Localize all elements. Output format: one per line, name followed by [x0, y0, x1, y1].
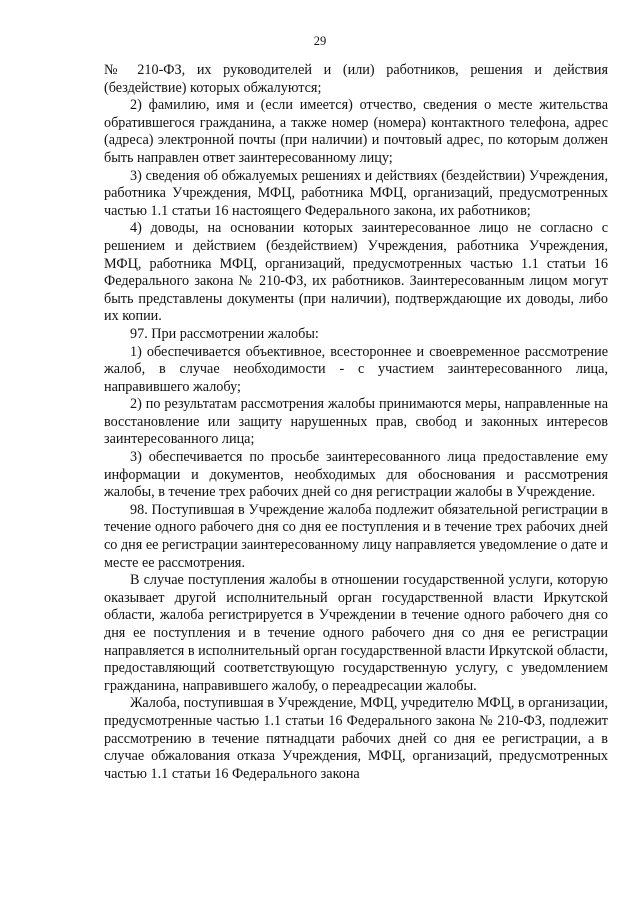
paragraph-97-item-3: 3) обеспечивается по просьбе заинтересованного лица предоставление ему информации и документов, необходимых для обоснования и рассмотрения жалобы, в течение трех рабочих дней со дня регистрации жалобы в Учреждение.: [104, 449, 608, 501]
paragraph-97-item-1: 1) обеспечивается объективное, всестороннее и своевременное рассмотрение жалоб, в случае необходимости - с участием заинтересованного лица, направившего жалобу;: [104, 343, 608, 395]
paragraph-section-98: 98. Поступившая в Учреждение жалоба подлежит обязательной регистрации в течение одного рабочего дня со дня ее поступления и в течение трех рабочих дней со дня ее регистрации заинтересованному лицу направляется уведомление о дате и месте ее рассмотрения.: [104, 501, 608, 571]
paragraph-item-2: 2) фамилию, имя и (если имеется) отчество, сведения о месте жительства обратившегося гражданина, а также номер (номера) контактного телефона, адрес (адреса) электронной почты (при наличии) и почтовый адрес, по которым должен быть направлен ответ заинтересованному лицу;: [104, 97, 608, 166]
page-number: 29: [313, 34, 327, 48]
document-body: [104, 62, 608, 783]
paragraph-review-term: Жалоба, поступившая в Учреждение, МФЦ, учредителю МФЦ, в организации, предусмотренные частью 1.1 статьи 16 Федерального закона № 210-ФЗ, подлежит рассмотрению в течение пятнадцати рабочих дней со дня ее регистрации, а в случае обжалования отказа Учреждения, МФЦ, организаций, предусмотренных частью 1.1 статьи 16 Федерального закона: [104, 695, 608, 782]
paragraph-item-4: 4) доводы, на основании которых заинтересованное лицо не согласно с решением и действием (бездействием) Учреждения, работника Учреждения, МФЦ, работника МФЦ, организаций, предусмотренных частью 1.1 статьи 16 Федерального закона № 210-ФЗ, их работников. Заинтересованным лицом могут быть представлены документы (при наличии), подтверждающие их доводы, либо их копии.: [104, 220, 608, 325]
paragraph-97-item-2: 2) по результатам рассмотрения жалобы принимаются меры, направленные на восстановление или защиту нарушенных прав, свобод и законных интересов заинтересованного лица;: [104, 396, 608, 448]
paragraph-item-3: 3) сведения об обжалуемых решениях и действиях (бездействии) Учреждения, работника Учреждения, МФЦ, работника МФЦ, организаций, предусмотренных частью 1.1 статьи 16 настоящего Федерального закона, их работников;: [104, 167, 608, 219]
paragraph-redirection: В случае поступления жалобы в отношении государственной услуги, которую оказывает другой исполнительный орган государственной власти Иркутской области, жалоба регистрируется в Учреждении в течение одного рабочего дня со дня ее поступления и в течение одного рабочего дня со дня ее регистрации направляется в исполнительный орган государственной власти Иркутской области, предоставляющий соответствующую государственную услугу, с уведомлением гражданина, направившего жалобу, о переадресации жалобы.: [104, 572, 608, 694]
paragraph-section-97: 97. При рассмотрении жалобы:: [130, 325, 319, 342]
paragraph-continuation: № 210-ФЗ, их руководителей и (или) работников, решения и действия (бездействие) которых обжалуются;: [104, 62, 608, 96]
